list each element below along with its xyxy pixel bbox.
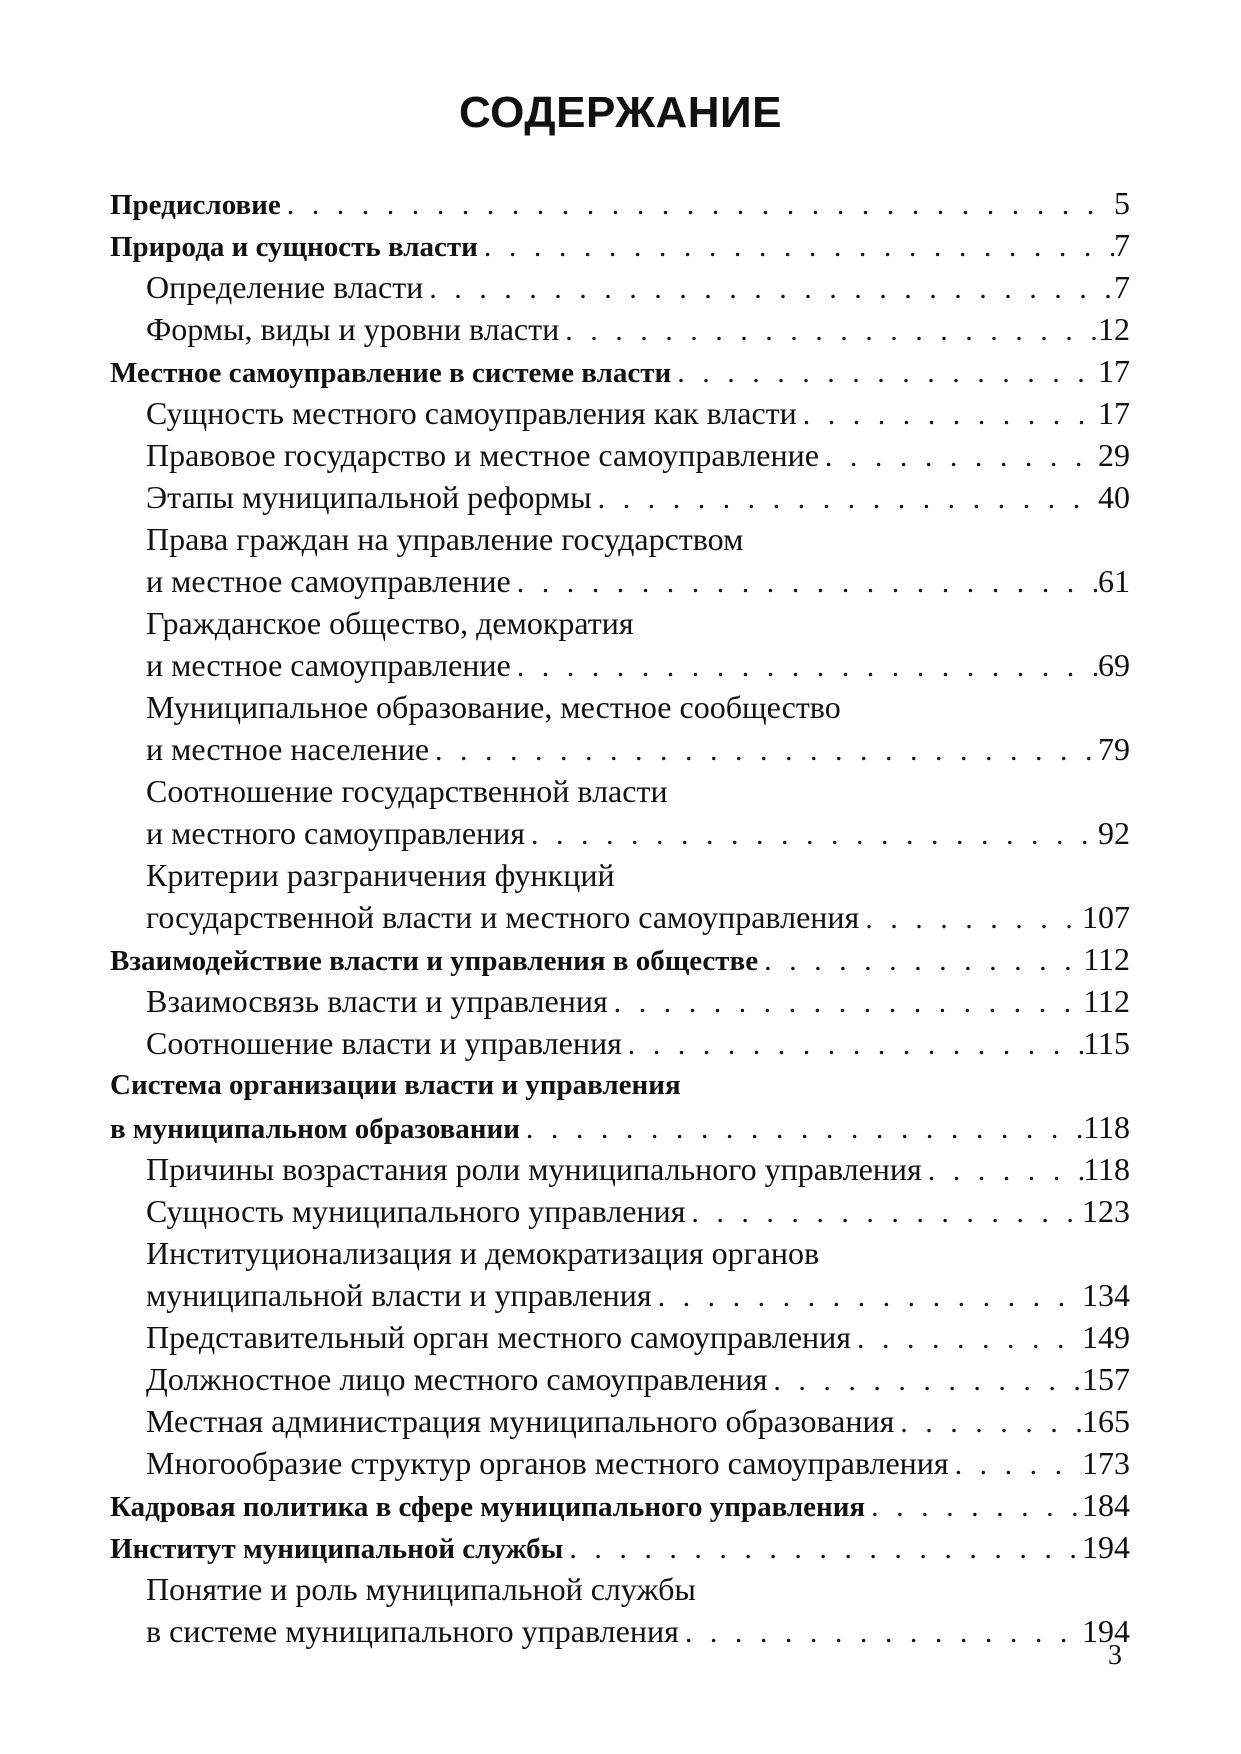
- toc-entry-title: Взаимосвязь власти и управления: [146, 983, 608, 1019]
- toc-page-number: 194: [1082, 1613, 1130, 1649]
- toc-entry-title: муниципальной власти и управления: [146, 1277, 652, 1313]
- toc-entry-title: Сущность муниципального управления: [146, 1193, 686, 1229]
- toc-dot-leader: [622, 1024, 1083, 1064]
- toc-page-number: 165: [1082, 1403, 1130, 1439]
- toc-page-number: 17: [1098, 353, 1130, 389]
- toc-page-number: 184: [1082, 1487, 1130, 1523]
- toc-entry-title: Причины возрастания роли муниципального управления: [146, 1151, 922, 1187]
- toc-subsection-line1[interactable]: [110, 854, 1130, 896]
- toc-entry-title: Сущность местного самоуправления как власти: [146, 395, 797, 431]
- toc-subsection[interactable]: [110, 1190, 1130, 1232]
- toc-subsection-line1[interactable]: [110, 770, 1130, 812]
- toc-page-number: 112: [1083, 941, 1130, 977]
- toc-entry-title: в системе муниципального управления: [146, 1613, 679, 1649]
- toc-subsection-line1[interactable]: [110, 1232, 1130, 1274]
- toc-dot-leader: [423, 268, 1114, 308]
- toc-page-number: 173: [1082, 1445, 1130, 1481]
- toc-entry-title: и местное самоуправление: [146, 563, 511, 599]
- toc-page-number: 17: [1098, 395, 1130, 431]
- toc-page-number: 118: [1083, 1151, 1130, 1187]
- toc-entry-title: Формы, виды и уровни власти: [146, 311, 560, 347]
- toc-entry-title: Представительный орган местного самоуправления: [146, 1319, 852, 1355]
- toc-subsection-line2[interactable]: [110, 812, 1130, 854]
- toc-entry-title: Понятие и роль муниципальной службы: [146, 1571, 696, 1607]
- toc-page-number: 79: [1098, 731, 1130, 767]
- table-of-contents: [110, 182, 1130, 1652]
- toc-dot-leader: [511, 562, 1098, 602]
- toc-subsection[interactable]: [110, 1148, 1130, 1190]
- toc-entry-title: Соотношение государственной власти: [146, 773, 668, 809]
- toc-entry-title: Права граждан на управление государством: [146, 521, 744, 557]
- toc-dot-leader: [819, 436, 1098, 476]
- toc-page-number: 92: [1098, 815, 1130, 851]
- toc-entry-title: Гражданское общество, демократия: [146, 605, 634, 641]
- toc-dot-leader: [478, 226, 1114, 266]
- toc-dot-leader: [894, 1402, 1082, 1442]
- toc-section-interaction[interactable]: [110, 938, 1130, 980]
- toc-entry-title: Муниципальное образование, местное сообщество: [146, 689, 841, 725]
- toc-subsection[interactable]: [110, 266, 1130, 308]
- toc-subsection[interactable]: [110, 434, 1130, 476]
- toc-subsection-line2[interactable]: [110, 644, 1130, 686]
- toc-dot-leader: [865, 1486, 1082, 1526]
- toc-entry-title: Критерии разграничения функций: [146, 857, 615, 893]
- toc-entry-title: Правовое государство и местное самоуправление: [146, 437, 819, 473]
- toc-dot-leader: [758, 940, 1083, 980]
- toc-entry-title: Местная администрация муниципального образования: [146, 1403, 895, 1439]
- toc-subsection[interactable]: [110, 1442, 1130, 1484]
- toc-subsection[interactable]: [110, 392, 1130, 434]
- toc-dot-leader: [559, 310, 1098, 350]
- toc-entry-title: Система организации власти и управления: [110, 1069, 681, 1101]
- toc-entry-title: Природа и сущность власти: [110, 231, 478, 263]
- toc-subsection[interactable]: [110, 308, 1130, 350]
- toc-page-number: 7: [1114, 269, 1130, 305]
- page-title: СОДЕРЖАНИЕ: [458, 88, 783, 137]
- toc-page-number: 69: [1098, 647, 1130, 683]
- toc-entry-title: Институционализация и демократизация органов: [146, 1235, 820, 1271]
- toc-page-number: 40: [1098, 479, 1130, 515]
- toc-subsection[interactable]: [110, 1022, 1130, 1064]
- toc-subsection[interactable]: [110, 1316, 1130, 1358]
- toc-page-number: 149: [1082, 1319, 1130, 1355]
- toc-dot-leader: [652, 1276, 1082, 1316]
- toc-entry-title: Институт муниципальной службы: [110, 1533, 564, 1565]
- toc-dot-leader: [851, 1318, 1082, 1358]
- toc-entry-title: Определение власти: [146, 269, 424, 305]
- toc-subsection[interactable]: [110, 1400, 1130, 1442]
- toc-subsection-line1[interactable]: [110, 518, 1130, 560]
- toc-subsection-line1[interactable]: [110, 1568, 1130, 1610]
- toc-section-organization-line1[interactable]: [110, 1064, 1130, 1106]
- toc-dot-leader: [563, 1528, 1082, 1568]
- toc-subsection-line2[interactable]: [110, 1610, 1130, 1652]
- toc-entry-title: Соотношение власти и управления: [146, 1025, 622, 1061]
- toc-subsection-line2[interactable]: [110, 728, 1130, 770]
- toc-dot-leader: [281, 184, 1114, 224]
- toc-page-number: 112: [1083, 983, 1130, 1019]
- toc-subsection-line1[interactable]: [110, 686, 1130, 728]
- toc-dot-leader: [797, 394, 1098, 434]
- toc-page-number: 115: [1083, 1025, 1130, 1061]
- toc-page-number: 157: [1082, 1361, 1130, 1397]
- toc-dot-leader: [767, 1360, 1082, 1400]
- toc-entry-title: Местное самоуправление в системе власти: [110, 357, 672, 389]
- toc-entry-title: государственной власти и местного самоуправления: [146, 899, 860, 935]
- toc-subsection-line2[interactable]: [110, 560, 1130, 602]
- toc-page-number: 12: [1098, 311, 1130, 347]
- toc-section-municipal-service[interactable]: [110, 1526, 1130, 1568]
- toc-entry-title: Многообразие структур органов местного самоуправления: [146, 1445, 949, 1481]
- page-number: 3: [1108, 1640, 1122, 1671]
- toc-page-number: 61: [1098, 563, 1130, 599]
- toc-entry-title: Должностное лицо местного самоуправления: [146, 1361, 768, 1397]
- toc-dot-leader: [859, 898, 1082, 938]
- toc-page-number: 118: [1083, 1109, 1130, 1145]
- toc-page-number: 5: [1114, 185, 1130, 221]
- toc-subsection-line1[interactable]: [110, 602, 1130, 644]
- toc-entry-title: Взаимодействие власти и управления в обществе: [110, 945, 759, 977]
- toc-entry-title: Этапы муниципальной реформы: [146, 479, 592, 515]
- toc-entry-title: и местное самоуправление: [146, 647, 511, 683]
- toc-dot-leader: [592, 478, 1098, 518]
- toc-section-preface[interactable]: [110, 182, 1130, 224]
- toc-section-organization-line2[interactable]: [110, 1106, 1130, 1148]
- toc-dot-leader: [429, 730, 1098, 770]
- toc-entry-title: в муниципальном образовании: [110, 1113, 520, 1145]
- toc-entry-title: и местное население: [146, 731, 430, 767]
- toc-page-number: 7: [1114, 227, 1130, 263]
- toc-section-personnel-policy[interactable]: [110, 1484, 1130, 1526]
- toc-page-number: 107: [1082, 899, 1130, 935]
- toc-subsection[interactable]: [110, 980, 1130, 1022]
- toc-dot-leader: [949, 1444, 1082, 1484]
- toc-dot-leader: [608, 982, 1084, 1022]
- toc-page-number: 134: [1082, 1277, 1130, 1313]
- toc-subsection[interactable]: [110, 476, 1130, 518]
- toc-page-number: 29: [1098, 437, 1130, 473]
- toc-subsection-line2[interactable]: [110, 1274, 1130, 1316]
- toc-page-number: 123: [1082, 1193, 1130, 1229]
- toc-dot-leader: [679, 1612, 1082, 1652]
- toc-entry-title: Предисловие: [110, 189, 281, 221]
- toc-subsection-line2[interactable]: [110, 896, 1130, 938]
- toc-dot-leader: [525, 814, 1098, 854]
- toc-dot-leader: [511, 646, 1098, 686]
- toc-dot-leader: [685, 1192, 1082, 1232]
- toc-page-number: 194: [1082, 1529, 1130, 1565]
- toc-entry-title: и местного самоуправления: [146, 815, 525, 851]
- toc-subsection[interactable]: [110, 1358, 1130, 1400]
- toc-section-local-self-government[interactable]: [110, 350, 1130, 392]
- toc-dot-leader: [671, 352, 1098, 392]
- toc-entry-title: Кадровая политика в сфере муниципального управления: [110, 1491, 866, 1523]
- toc-section-nature-of-power[interactable]: [110, 224, 1130, 266]
- toc-dot-leader: [520, 1108, 1083, 1148]
- toc-dot-leader: [922, 1150, 1083, 1190]
